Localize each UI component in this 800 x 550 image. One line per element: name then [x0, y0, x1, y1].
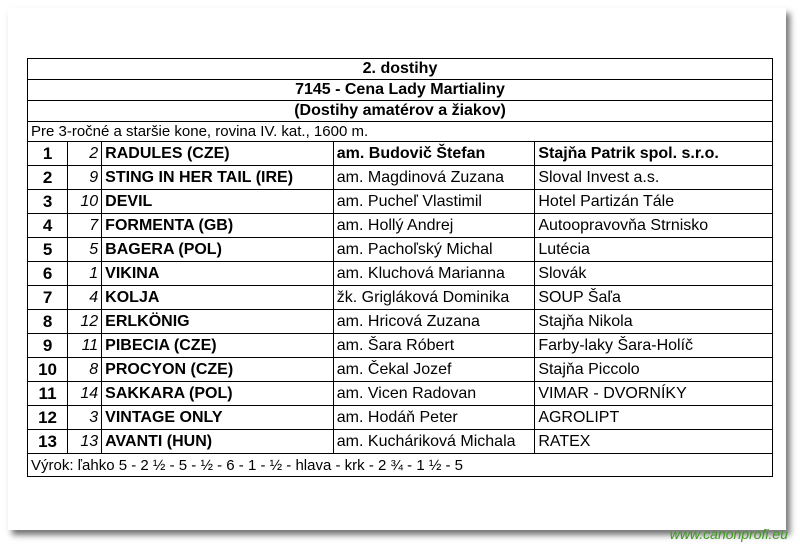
- place-cell: 3: [28, 190, 68, 214]
- stable-name-cell: Stajňa Patrik spol. s.r.o.: [535, 142, 773, 166]
- race-subtitle: (Dostihy amatérov a žiakov): [28, 101, 773, 122]
- horse-name-cell: VIKINA: [102, 262, 334, 286]
- stable-name-cell: Slovák: [535, 262, 773, 286]
- stable-name-cell: Farby-laky Šara-Holíč: [535, 334, 773, 358]
- horse-name-cell: RADULES (CZE): [102, 142, 334, 166]
- result-row: [28, 286, 773, 310]
- place-cell: 13: [28, 430, 68, 454]
- horse-name-cell: PIBECIA (CZE): [102, 334, 334, 358]
- result-row: [28, 142, 773, 166]
- start-number-cell: 10: [68, 190, 102, 214]
- stable-name-cell: AGROLIPT: [535, 406, 773, 430]
- rider-name-cell: am. Pucheľ Vlastimil: [333, 190, 535, 214]
- horse-name-cell: PROCYON (CZE): [102, 358, 334, 382]
- result-row: [28, 238, 773, 262]
- result-row: [28, 310, 773, 334]
- place-cell: 5: [28, 238, 68, 262]
- horse-name-cell: ERLKÖNIG: [102, 310, 334, 334]
- race-results-table: [27, 58, 773, 477]
- rider-name-cell: am. Pachoľský Michal: [333, 238, 535, 262]
- stable-name-cell: Autoopravovňa Strnisko: [535, 214, 773, 238]
- rider-name-cell: am. Magdinová Zuzana: [333, 166, 535, 190]
- horse-name-cell: FORMENTA (GB): [102, 214, 334, 238]
- race-conditions: Pre 3-ročné a staršie kone, rovina IV. kat., 1600 m.: [28, 122, 773, 142]
- place-cell: 9: [28, 334, 68, 358]
- horse-name-cell: DEVIL: [102, 190, 334, 214]
- place-cell: 1: [28, 142, 68, 166]
- start-number-cell: 4: [68, 286, 102, 310]
- rider-name-cell: am. Vicen Radovan: [333, 382, 535, 406]
- start-number-cell: 3: [68, 406, 102, 430]
- start-number-cell: 13: [68, 430, 102, 454]
- result-row: [28, 358, 773, 382]
- result-row: [28, 262, 773, 286]
- race-title: 2. dostihy: [28, 59, 773, 80]
- rider-name-cell: am. Kluchová Marianna: [333, 262, 535, 286]
- result-row: [28, 214, 773, 238]
- rider-name-cell: am. Hricová Zuzana: [333, 310, 535, 334]
- rider-name-cell: žk. Grigláková Dominika: [333, 286, 535, 310]
- start-number-cell: 11: [68, 334, 102, 358]
- result-row: [28, 166, 773, 190]
- start-number-cell: 9: [68, 166, 102, 190]
- horse-name-cell: BAGERA (POL): [102, 238, 334, 262]
- rider-name-cell: am. Kucháriková Michala: [333, 430, 535, 454]
- result-row: [28, 334, 773, 358]
- place-cell: 4: [28, 214, 68, 238]
- start-number-cell: 14: [68, 382, 102, 406]
- stable-name-cell: Stajňa Piccolo: [535, 358, 773, 382]
- start-number-cell: 2: [68, 142, 102, 166]
- rider-name-cell: am. Hollý Andrej: [333, 214, 535, 238]
- horse-name-cell: SAKKARA (POL): [102, 382, 334, 406]
- horse-name-cell: VINTAGE ONLY: [102, 406, 334, 430]
- start-number-cell: 5: [68, 238, 102, 262]
- horse-name-cell: AVANTI (HUN): [102, 430, 334, 454]
- place-cell: 2: [28, 166, 68, 190]
- horse-name-cell: STING IN HER TAIL (IRE): [102, 166, 334, 190]
- rider-name-cell: am. Čekal Jozef: [333, 358, 535, 382]
- place-cell: 6: [28, 262, 68, 286]
- stable-name-cell: VIMAR - DVORNÍKY: [535, 382, 773, 406]
- result-row: [28, 430, 773, 454]
- stable-name-cell: Stajňa Nikola: [535, 310, 773, 334]
- result-row: [28, 406, 773, 430]
- rider-name-cell: am. Hodáň Peter: [333, 406, 535, 430]
- place-cell: 10: [28, 358, 68, 382]
- stable-name-cell: Lutécia: [535, 238, 773, 262]
- start-number-cell: 7: [68, 214, 102, 238]
- winning-margins: Výrok: ľahko 5 - 2 ½ - 5 - ½ - 6 - 1 - ½ - hlava - krk - 2 ¾ - 1 ½ - 5: [28, 454, 773, 477]
- place-cell: 11: [28, 382, 68, 406]
- watermark-url: www.canonprofi.eu: [669, 526, 788, 542]
- stable-name-cell: Sloval Invest a.s.: [535, 166, 773, 190]
- stable-name-cell: RATEX: [535, 430, 773, 454]
- horse-name-cell: KOLJA: [102, 286, 334, 310]
- stable-name-cell: SOUP Šaľa: [535, 286, 773, 310]
- start-number-cell: 8: [68, 358, 102, 382]
- place-cell: 8: [28, 310, 68, 334]
- rider-name-cell: am. Budovič Štefan: [333, 142, 535, 166]
- place-cell: 12: [28, 406, 68, 430]
- stable-name-cell: Hotel Partizán Tále: [535, 190, 773, 214]
- race-name: 7145 - Cena Lady Martialiny: [28, 80, 773, 101]
- start-number-cell: 1: [68, 262, 102, 286]
- result-row: [28, 382, 773, 406]
- place-cell: 7: [28, 286, 68, 310]
- result-row: [28, 190, 773, 214]
- rider-name-cell: am. Šara Róbert: [333, 334, 535, 358]
- start-number-cell: 12: [68, 310, 102, 334]
